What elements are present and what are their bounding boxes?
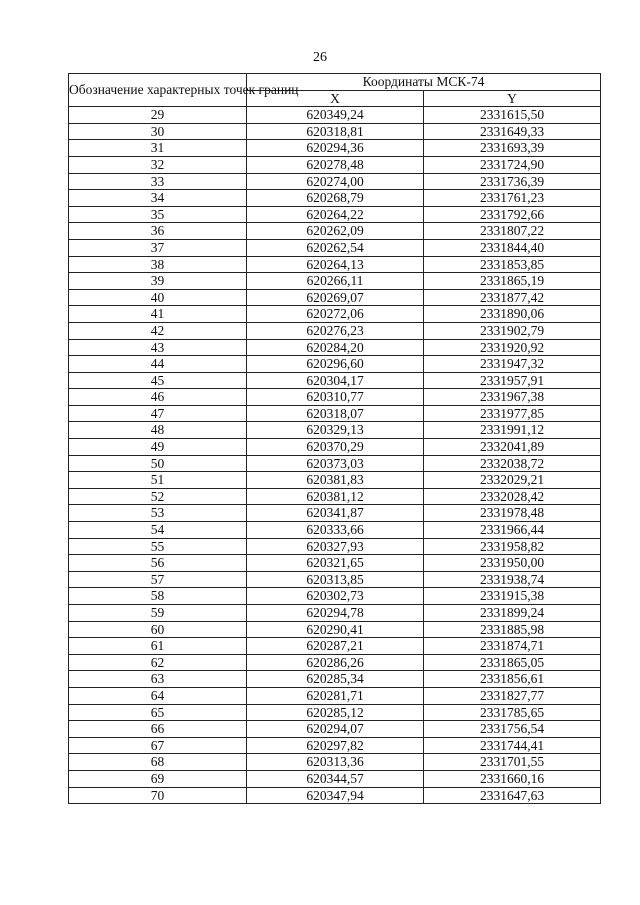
point-number-cell: 39 [69, 273, 247, 290]
table-row [69, 522, 601, 539]
table-row [69, 704, 601, 721]
table-row [69, 256, 601, 273]
y-coordinate-cell: 2331915,38 [424, 588, 601, 605]
table-row [69, 472, 601, 489]
point-number-cell: 62 [69, 654, 247, 671]
point-number-cell: 69 [69, 770, 247, 787]
point-number-cell: 54 [69, 522, 247, 539]
table-row [69, 754, 601, 771]
x-coordinate-cell: 620281,71 [247, 687, 424, 704]
y-coordinate-cell: 2331844,40 [424, 239, 601, 256]
y-coordinate-cell: 2331967,38 [424, 389, 601, 406]
table-row [69, 173, 601, 190]
table-row [69, 123, 601, 140]
table-row [69, 306, 601, 323]
table-row [69, 405, 601, 422]
y-coordinate-cell: 2331827,77 [424, 687, 601, 704]
table-row [69, 389, 601, 406]
x-coordinate-cell: 620284,20 [247, 339, 424, 356]
y-coordinate-cell: 2331991,12 [424, 422, 601, 439]
y-coordinate-cell: 2331744,41 [424, 737, 601, 754]
point-number-cell: 38 [69, 256, 247, 273]
x-coordinate-cell: 620296,60 [247, 356, 424, 373]
table-row [69, 455, 601, 472]
y-coordinate-cell: 2331966,44 [424, 522, 601, 539]
y-coordinate-cell: 2332028,42 [424, 488, 601, 505]
x-coordinate-cell: 620347,94 [247, 787, 424, 804]
y-coordinate-cell: 2331885,98 [424, 621, 601, 638]
point-number-cell: 37 [69, 239, 247, 256]
x-coordinate-cell: 620287,21 [247, 638, 424, 655]
point-number-cell: 46 [69, 389, 247, 406]
header-y: Y [424, 90, 601, 107]
point-number-cell: 33 [69, 173, 247, 190]
point-number-cell: 48 [69, 422, 247, 439]
table-row [69, 721, 601, 738]
x-coordinate-cell: 620310,77 [247, 389, 424, 406]
y-coordinate-cell: 2331950,00 [424, 555, 601, 572]
table-row [69, 488, 601, 505]
table-row [69, 273, 601, 290]
x-coordinate-cell: 620370,29 [247, 439, 424, 456]
y-coordinate-cell: 2331958,82 [424, 538, 601, 555]
table-row [69, 671, 601, 688]
y-coordinate-cell: 2331890,06 [424, 306, 601, 323]
x-coordinate-cell: 620272,06 [247, 306, 424, 323]
table-row [69, 621, 601, 638]
x-coordinate-cell: 620294,07 [247, 721, 424, 738]
header-x: X [247, 90, 424, 107]
coordinates-table [68, 73, 601, 804]
y-coordinate-cell: 2331807,22 [424, 223, 601, 240]
x-coordinate-cell: 620318,07 [247, 405, 424, 422]
point-number-cell: 66 [69, 721, 247, 738]
x-coordinate-cell: 620294,78 [247, 605, 424, 622]
x-coordinate-cell: 620262,54 [247, 239, 424, 256]
header-coordinates: Координаты МСК-74 [247, 74, 601, 91]
x-coordinate-cell: 620313,85 [247, 571, 424, 588]
y-coordinate-cell: 2331920,92 [424, 339, 601, 356]
y-coordinate-cell: 2331693,39 [424, 140, 601, 157]
table-row [69, 356, 601, 373]
x-coordinate-cell: 620341,87 [247, 505, 424, 522]
point-number-cell: 68 [69, 754, 247, 771]
table-row [69, 206, 601, 223]
y-coordinate-cell: 2331736,39 [424, 173, 601, 190]
x-coordinate-cell: 620381,12 [247, 488, 424, 505]
point-number-cell: 50 [69, 455, 247, 472]
y-coordinate-cell: 2331615,50 [424, 107, 601, 124]
y-coordinate-cell: 2332041,89 [424, 439, 601, 456]
y-coordinate-cell: 2331902,79 [424, 322, 601, 339]
table-row [69, 605, 601, 622]
point-number-cell: 44 [69, 356, 247, 373]
point-number-cell: 61 [69, 638, 247, 655]
x-coordinate-cell: 620297,82 [247, 737, 424, 754]
y-coordinate-cell: 2331792,66 [424, 206, 601, 223]
y-coordinate-cell: 2331865,19 [424, 273, 601, 290]
x-coordinate-cell: 620276,23 [247, 322, 424, 339]
table-row [69, 190, 601, 207]
x-coordinate-cell: 620373,03 [247, 455, 424, 472]
y-coordinate-cell: 2331756,54 [424, 721, 601, 738]
y-coordinate-cell: 2331947,32 [424, 356, 601, 373]
point-number-cell: 56 [69, 555, 247, 572]
table-body [69, 107, 601, 804]
point-number-cell: 53 [69, 505, 247, 522]
y-coordinate-cell: 2331660,16 [424, 770, 601, 787]
x-coordinate-cell: 620294,36 [247, 140, 424, 157]
table-row [69, 422, 601, 439]
x-coordinate-cell: 620262,09 [247, 223, 424, 240]
table-row [69, 439, 601, 456]
x-coordinate-cell: 620349,24 [247, 107, 424, 124]
point-number-cell: 41 [69, 306, 247, 323]
point-number-cell: 34 [69, 190, 247, 207]
point-number-cell: 29 [69, 107, 247, 124]
point-number-cell: 52 [69, 488, 247, 505]
point-number-cell: 59 [69, 605, 247, 622]
table-row [69, 505, 601, 522]
table-row [69, 289, 601, 306]
point-number-cell: 60 [69, 621, 247, 638]
table-row [69, 223, 601, 240]
x-coordinate-cell: 620313,36 [247, 754, 424, 771]
y-coordinate-cell: 2332038,72 [424, 455, 601, 472]
y-coordinate-cell: 2331761,23 [424, 190, 601, 207]
x-coordinate-cell: 620268,79 [247, 190, 424, 207]
point-number-cell: 35 [69, 206, 247, 223]
point-number-cell: 47 [69, 405, 247, 422]
x-coordinate-cell: 620278,48 [247, 156, 424, 173]
table-row [69, 654, 601, 671]
x-coordinate-cell: 620274,00 [247, 173, 424, 190]
table-row [69, 372, 601, 389]
x-coordinate-cell: 620286,26 [247, 654, 424, 671]
x-coordinate-cell: 620285,12 [247, 704, 424, 721]
table-row [69, 156, 601, 173]
table-row [69, 571, 601, 588]
table-row [69, 339, 601, 356]
x-coordinate-cell: 620290,41 [247, 621, 424, 638]
x-coordinate-cell: 620327,93 [247, 538, 424, 555]
y-coordinate-cell: 2331785,65 [424, 704, 601, 721]
point-number-cell: 65 [69, 704, 247, 721]
table-row [69, 770, 601, 787]
y-coordinate-cell: 2331647,63 [424, 787, 601, 804]
x-coordinate-cell: 620302,73 [247, 588, 424, 605]
point-number-cell: 49 [69, 439, 247, 456]
x-coordinate-cell: 620264,13 [247, 256, 424, 273]
point-number-cell: 31 [69, 140, 247, 157]
point-number-cell: 43 [69, 339, 247, 356]
point-number-cell: 40 [69, 289, 247, 306]
y-coordinate-cell: 2331649,33 [424, 123, 601, 140]
table-row [69, 107, 601, 124]
x-coordinate-cell: 620285,34 [247, 671, 424, 688]
point-number-cell: 64 [69, 687, 247, 704]
y-coordinate-cell: 2331877,42 [424, 289, 601, 306]
table-row [69, 787, 601, 804]
y-coordinate-cell: 2331724,90 [424, 156, 601, 173]
table-row [69, 555, 601, 572]
table-row [69, 322, 601, 339]
y-coordinate-cell: 2331874,71 [424, 638, 601, 655]
table-row [69, 687, 601, 704]
point-number-cell: 55 [69, 538, 247, 555]
y-coordinate-cell: 2331938,74 [424, 571, 601, 588]
point-number-cell: 51 [69, 472, 247, 489]
point-number-cell: 30 [69, 123, 247, 140]
point-number-cell: 32 [69, 156, 247, 173]
header-point-designation: Обозначение характерных точек границ [69, 74, 247, 107]
y-coordinate-cell: 2331701,55 [424, 754, 601, 771]
table-row [69, 140, 601, 157]
point-number-cell: 58 [69, 588, 247, 605]
y-coordinate-cell: 2331853,85 [424, 256, 601, 273]
x-coordinate-cell: 620318,81 [247, 123, 424, 140]
table-row [69, 239, 601, 256]
point-number-cell: 67 [69, 737, 247, 754]
point-number-cell: 36 [69, 223, 247, 240]
point-number-cell: 63 [69, 671, 247, 688]
x-coordinate-cell: 620329,13 [247, 422, 424, 439]
point-number-cell: 45 [69, 372, 247, 389]
y-coordinate-cell: 2331899,24 [424, 605, 601, 622]
point-number-cell: 70 [69, 787, 247, 804]
x-coordinate-cell: 620264,22 [247, 206, 424, 223]
y-coordinate-cell: 2332029,21 [424, 472, 601, 489]
table-row [69, 538, 601, 555]
x-coordinate-cell: 620269,07 [247, 289, 424, 306]
y-coordinate-cell: 2331977,85 [424, 405, 601, 422]
x-coordinate-cell: 620381,83 [247, 472, 424, 489]
table-row [69, 638, 601, 655]
x-coordinate-cell: 620266,11 [247, 273, 424, 290]
x-coordinate-cell: 620321,65 [247, 555, 424, 572]
y-coordinate-cell: 2331865,05 [424, 654, 601, 671]
y-coordinate-cell: 2331856,61 [424, 671, 601, 688]
y-coordinate-cell: 2331978,48 [424, 505, 601, 522]
point-number-cell: 42 [69, 322, 247, 339]
table-row [69, 588, 601, 605]
x-coordinate-cell: 620304,17 [247, 372, 424, 389]
x-coordinate-cell: 620333,66 [247, 522, 424, 539]
table-row [69, 737, 601, 754]
y-coordinate-cell: 2331957,91 [424, 372, 601, 389]
page-number: 26 [313, 50, 327, 65]
x-coordinate-cell: 620344,57 [247, 770, 424, 787]
point-number-cell: 57 [69, 571, 247, 588]
